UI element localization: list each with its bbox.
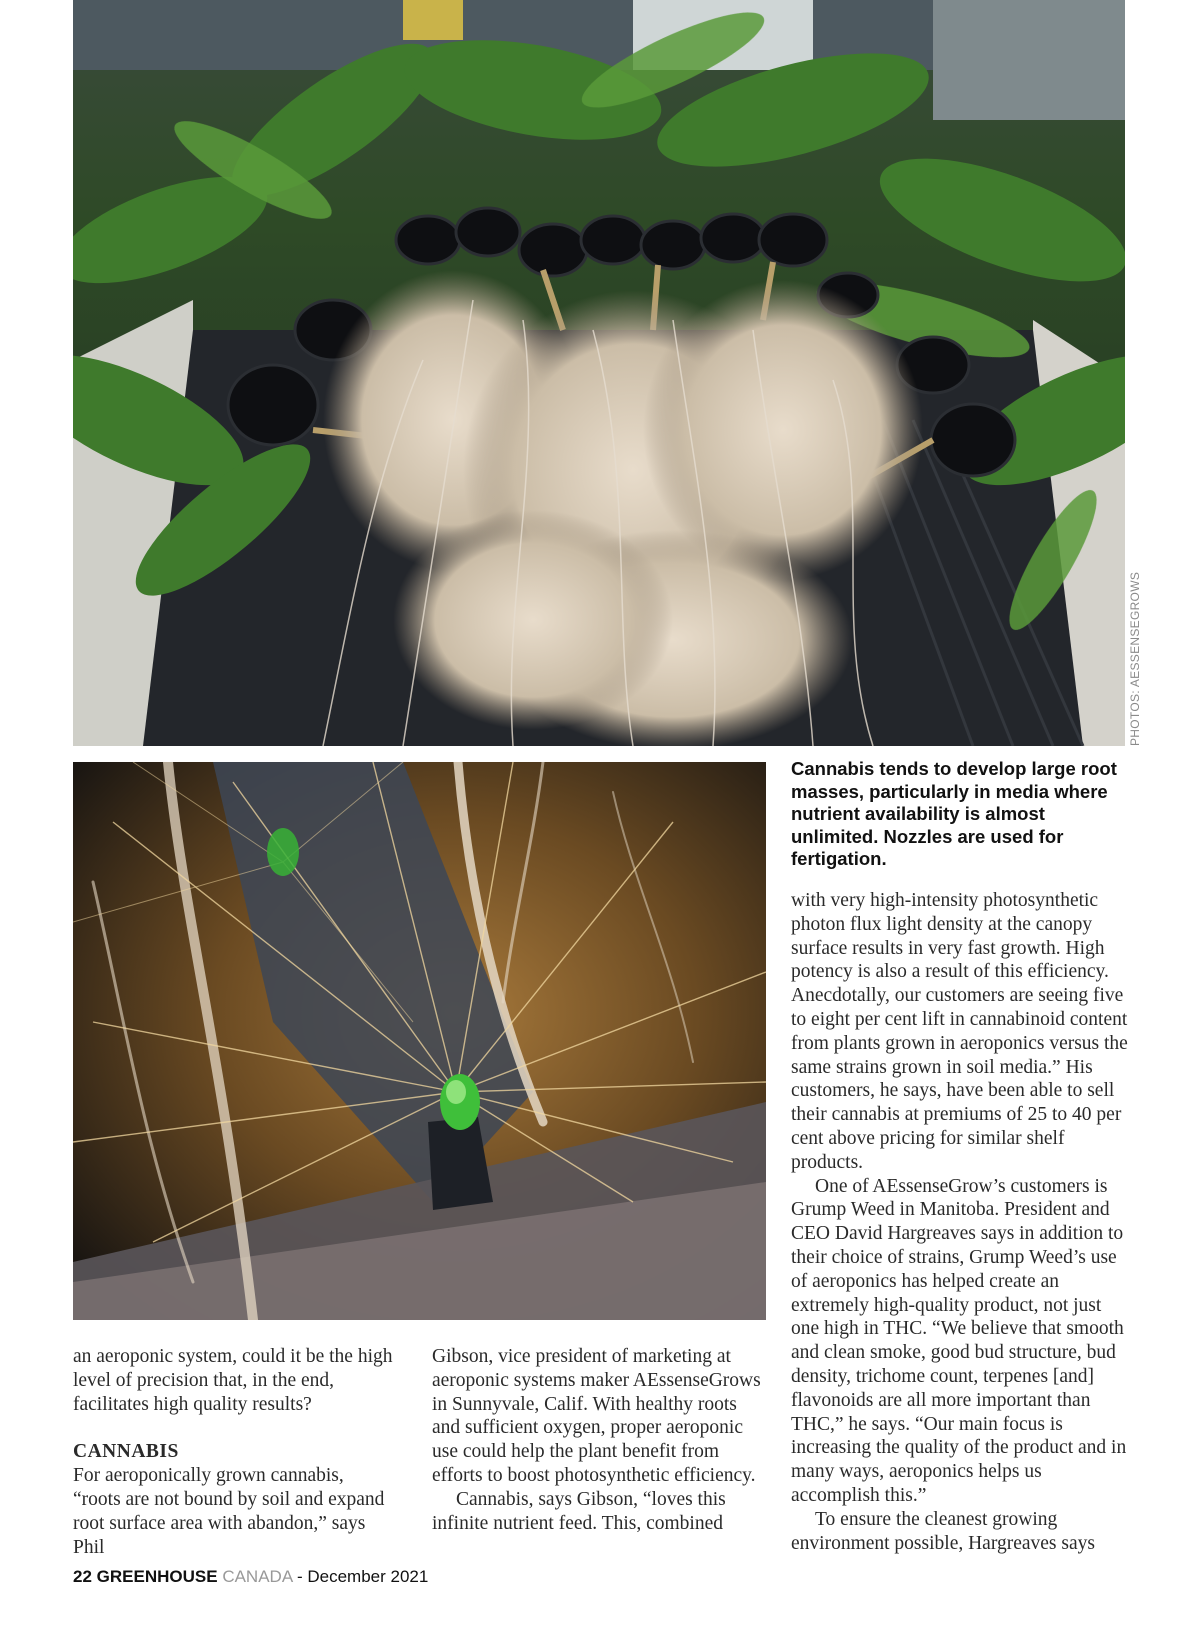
article-column-1	[73, 1345, 393, 1559]
body-paragraph: with very high-intensity photosynthetic photon flux light density at the canopy surface results in very fast growth. High potency is also a result of this efficiency. Anecdotally, our customers are seeing five to eight per cent lift in cannabinoid content from plants grown in aeroponics versus the same strains grown in soil media.” His customers, he says, have been able to sell their cannabis at premiums of 25 to 40 per cent above pricing for similar shelf products.	[791, 890, 1128, 1173]
publication-name: GREENHOUSE	[96, 1567, 218, 1586]
body-paragraph: an aeroponic system, could it be the high level of precision that, in the end, facilitates high quality results?	[73, 1346, 393, 1415]
article-column-3	[791, 889, 1129, 1555]
photo-credit: PHOTOS: AESSENSEGROWS	[1128, 571, 1142, 746]
body-paragraph: Cannabis, says Gibson, “loves this infinite nutrient feed. This, combined	[432, 1488, 726, 1534]
page-number: 22	[73, 1567, 92, 1586]
article-column-2	[432, 1345, 762, 1535]
publication-name-suffix: CANADA	[222, 1567, 293, 1586]
footer-separator: -	[296, 1567, 303, 1586]
body-paragraph: One of AEssenseGrow’s customers is Grump Weed in Manitoba. President and CEO David Hargreaves says in addition to their choice of strains, Grump Weed’s use of aeroponics has helped create an extremely high-quality product, not just one high in THC. “We believe that smooth and clean smoke, good bud structure, bud density, trichome count, terpenes [and] flavonoids are all more important than THC,” he says. “Our main focus is increasing the quality of the product and in many ways, aeroponics helps us accomplish this.”	[791, 1175, 1127, 1506]
body-paragraph: Gibson, vice president of marketing at aeroponic systems maker AEssenseGrows in Sunnyvale, Calif. With healthy roots and sufficient oxygen, proper aeroponic use could help the plant benefit from efforts to boost photosynthetic efficiency.	[432, 1346, 761, 1486]
photo-aeroponic-nozzle-spray	[73, 762, 766, 1320]
body-paragraph: To ensure the cleanest growing environment possible, Hargreaves says	[791, 1508, 1095, 1554]
photo-caption: Cannabis tends to develop large root masses, particularly in media where nutrient availability is almost unlimited. Nozzles are used for fertigation.	[791, 758, 1117, 869]
section-subhead: CANNABIS	[73, 1441, 179, 1463]
body-paragraph: For aeroponically grown cannabis, “roots are not bound by soil and expand root surface area with abandon,” says Phil	[73, 1465, 385, 1558]
page-footer	[73, 1567, 428, 1587]
issue-date: December 2021	[307, 1567, 429, 1586]
photo-cannabis-root-masses	[73, 0, 1125, 746]
